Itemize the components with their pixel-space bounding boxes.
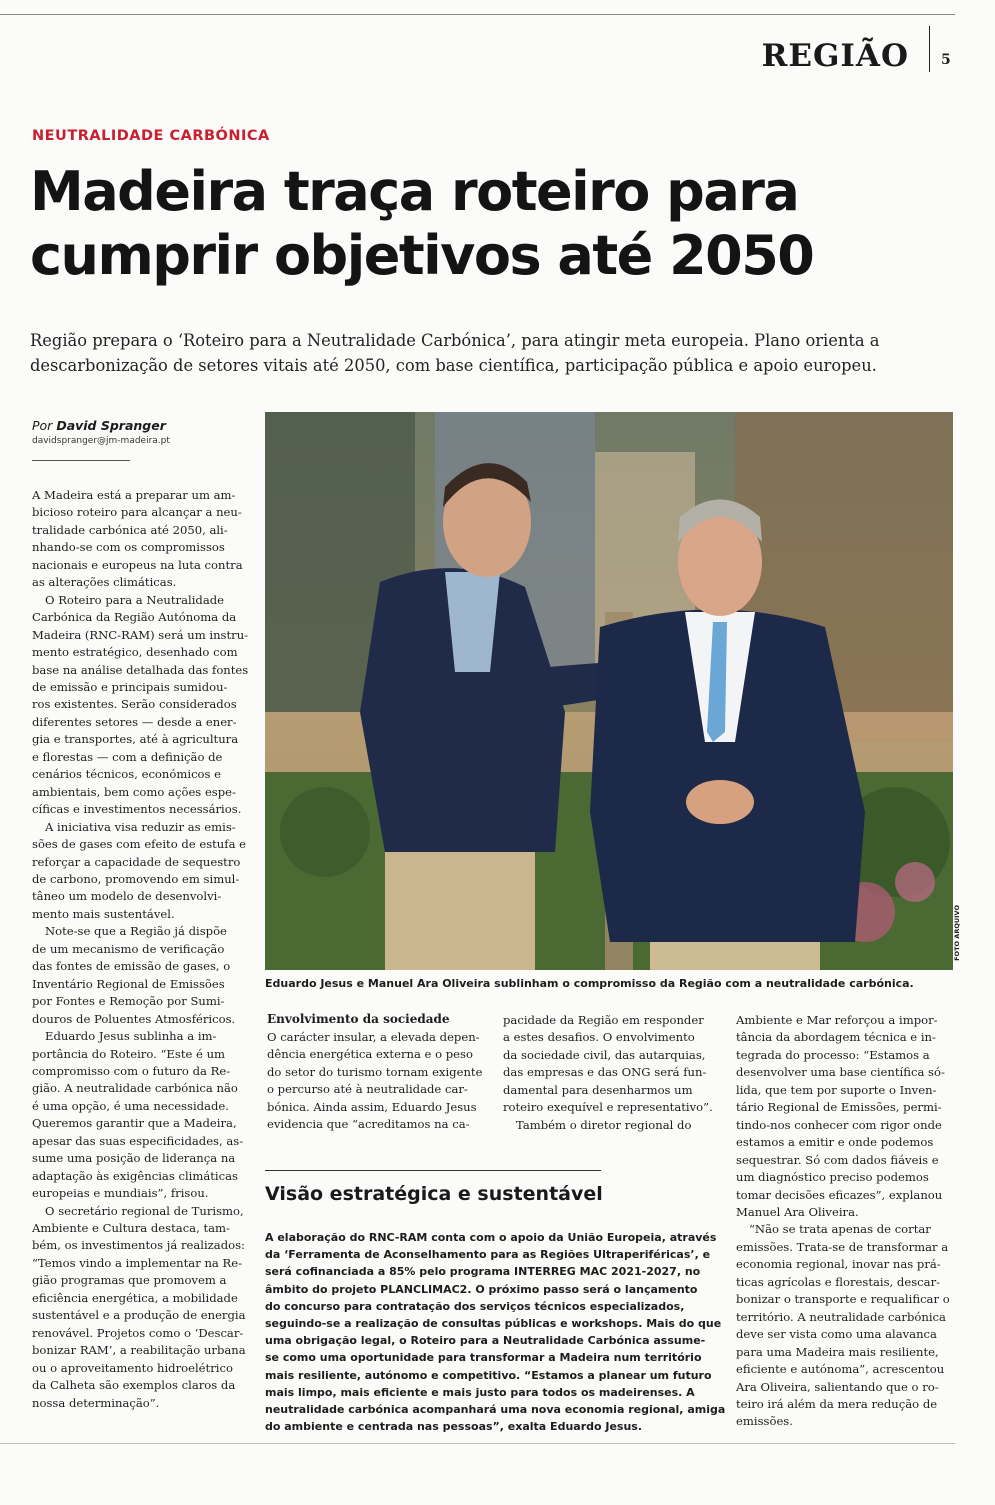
text-line: sustentável e a produção de energia — [32, 1308, 246, 1323]
text-line: desenvolver uma base científica só- — [736, 1065, 945, 1080]
text-line: bém, os investimentos já realizados: — [32, 1238, 245, 1253]
text-line: tralidade carbónica até 2050, ali- — [32, 522, 228, 537]
text-line: reforçar a capacidade de sequestro — [32, 854, 241, 869]
text-line: dência energética externa e o peso — [267, 1047, 473, 1062]
text-line: território. A neutralidade carbónica — [736, 1309, 946, 1324]
text-line: gião programas que promovem a — [32, 1273, 227, 1288]
text-line: A elaboração do RNC-RAM conta com o apoio da União Europeia, através — [265, 1231, 717, 1244]
text-line: cenários técnicos, económicos e — [32, 767, 222, 782]
subheading: Envolvimento da sociedade — [267, 1012, 450, 1026]
text-line: se como uma oportunidade para transformar a Madeira num território — [265, 1351, 702, 1365]
text-line: emissões. Trata-se de transformar a — [736, 1239, 949, 1254]
text-line: uma obrigação legal, o Roteiro para a Neutralidade Carbónica assume- — [265, 1334, 706, 1348]
text-line: nhando-se com os compromissos — [32, 540, 225, 555]
sidebar-text — [265, 1229, 726, 1435]
text-line: seguindo-se a realização de consultas públicas e workshops. Mais do que — [265, 1317, 722, 1331]
page-number: 5 — [941, 52, 951, 68]
text-line: mais resiliente, autónomo e competitivo. “Estamos a planear um futuro — [265, 1368, 712, 1382]
text-line: eficiente e autónoma”, acrescentou — [736, 1362, 945, 1377]
text-line: bicioso roteiro para alcançar a neu- — [32, 505, 242, 520]
text-line: do setor do turismo tornam exigente — [267, 1064, 483, 1079]
text-line: Madeira (RNC-RAM) será um instru- — [32, 627, 249, 642]
byline-rule — [32, 460, 130, 461]
text-line: tário Regional de Emissões, permi- — [736, 1100, 942, 1115]
text-line: do ambiente e centrada nas pessoas”, exalta Eduardo Jesus. — [265, 1420, 643, 1434]
text-line: sequestrar. Só com dados fiáveis e — [736, 1152, 939, 1167]
text-line: mento estratégico, desenhado com — [32, 645, 238, 660]
text-line: Também o diretor regional do — [516, 1117, 692, 1132]
lead-paragraph — [30, 328, 960, 378]
text-line: da sociedade civil, das autarquias, — [503, 1047, 706, 1062]
text-line: tegrada do processo: “Estamos a — [736, 1047, 930, 1062]
text-line: de carbono, promovendo em simul- — [32, 871, 240, 886]
sidebar-rule — [265, 1170, 601, 1171]
text-line: “Não se trata apenas de cortar — [749, 1222, 931, 1237]
text-line: bonizar o transporte e requalificar o — [736, 1292, 950, 1307]
text-line: ambientais, bem como ações espe- — [32, 784, 236, 799]
text-line: um diagnóstico preciso podemos — [736, 1170, 929, 1185]
text-line: base na análise detalhada das fontes — [32, 662, 249, 677]
byline-prefix: Por — [32, 418, 53, 433]
text-line: teiro irá além da mera redução de — [736, 1396, 938, 1411]
text-line: A iniciativa visa reduzir as emis- — [45, 819, 236, 834]
text-line: da Calheta são exemplos claros da — [32, 1378, 236, 1393]
text-line: bónica. Ainda assim, Eduardo Jesus — [267, 1099, 477, 1114]
text-line: das empresas e das ONG será fun- — [503, 1065, 707, 1080]
text-line: emissões. — [736, 1414, 793, 1429]
text-line: douros de Poluentes Atmosféricos. — [32, 1011, 236, 1026]
text-line: tindo-nos conhecer com rigor onde — [736, 1117, 942, 1132]
headline-line: Madeira traça roteiro para — [30, 160, 799, 223]
text-line: para uma Madeira mais resiliente, — [736, 1344, 939, 1359]
text-line: tância da abordagem técnica e in- — [736, 1030, 936, 1045]
text-line: Eduardo Jesus sublinha a im- — [45, 1029, 217, 1044]
text-line: compromisso com o futuro da Re- — [32, 1063, 231, 1078]
section-divider — [929, 26, 930, 72]
text-line: o percurso até à neutralidade car- — [267, 1082, 468, 1097]
text-line: sume uma posição de liderança na — [32, 1151, 236, 1166]
text-line: tâneo um modelo de desenvolvi- — [32, 889, 222, 904]
article-column-2 — [267, 1029, 483, 1134]
headline-line: cumprir objetivos até 2050 — [30, 224, 814, 287]
text-line: será cofinanciada a 85% pelo programa INTERREG MAC 2021-2027, no — [265, 1265, 701, 1279]
text-line: e florestas — com a definição de — [32, 749, 223, 764]
text-line: pacidade da Região em responder — [503, 1013, 704, 1027]
text-line: gião. A neutralidade carbónica não — [32, 1081, 238, 1096]
kicker: NEUTRALIDADE CARBÓNICA — [32, 128, 270, 144]
sidebar-title: Visão estratégica e sustentável — [265, 1183, 603, 1205]
article-photo — [265, 412, 953, 970]
text-line: bonizar RAM’, a reabilitação urbana — [32, 1343, 246, 1358]
byline — [32, 418, 166, 433]
text-line: evidencia que “acreditamos na ca- — [267, 1117, 470, 1132]
text-line: europeias e mundiais”, frisou. — [32, 1186, 209, 1201]
text-line: cíficas e investimentos necessários. — [32, 802, 242, 817]
text-line: O secretário regional de Turismo, — [45, 1203, 244, 1218]
text-line: Note-se que a Região já dispõe — [45, 924, 227, 939]
text-line: as alterações climáticas. — [32, 575, 177, 590]
text-line: sões de gases com efeito de estufa e — [32, 837, 247, 852]
article-column-3 — [503, 1012, 719, 1134]
text-line: ou o aproveitamento hidroelétrico — [32, 1360, 233, 1375]
text-line: de emissão e principais sumidou- — [32, 679, 228, 694]
text-line: ros existentes. Serão considerados — [32, 697, 237, 712]
text-line: Ara Oliveira, salientando que o ro- — [736, 1379, 939, 1394]
section-title: REGIÃO — [761, 38, 909, 74]
text-line: é uma opção, é uma necessidade. — [32, 1098, 229, 1113]
lead-line: descarbonização de setores vitais até 2050, com base científica, participação pública e apoio europeu. — [30, 356, 877, 375]
text-line: Carbónica da Região Autónoma da — [32, 610, 237, 625]
text-line: ticas agrícolas e florestais, descar- — [736, 1274, 941, 1289]
top-rule — [0, 14, 955, 15]
text-line: nossa determinação”. — [32, 1395, 160, 1410]
text-line: roteiro exequível e representativo”. — [503, 1100, 713, 1115]
text-line: tomar decisões eficazes”, explanou — [736, 1187, 943, 1202]
text-line: O carácter insular, a elevada depen- — [267, 1030, 480, 1044]
text-line: Manuel Ara Oliveira. — [736, 1204, 859, 1219]
text-line: do concurso para contratação dos serviços técnicos especializados, — [265, 1299, 685, 1313]
photo-illustration — [265, 412, 953, 970]
text-line: deve ser vista como uma alavanca — [736, 1327, 937, 1342]
text-line: estamos a emitir e onde podemos — [736, 1135, 934, 1150]
text-line: de um mecanismo de verificação — [32, 941, 225, 956]
byline-author: David Spranger — [56, 418, 166, 433]
text-line: âmbito do projeto PLANCLIMAC2. O próximo passo será o lançamento — [265, 1282, 698, 1296]
text-line: mais limpo, mais eficiente e mais justo para todos os madeirenses. A — [265, 1385, 695, 1399]
photo-credit: FOTO ARQUIVO — [953, 905, 961, 961]
text-line: Queremos garantir que a Madeira, — [32, 1116, 237, 1131]
text-line: Ambiente e Mar reforçou a impor- — [736, 1013, 938, 1027]
text-line: gia e transportes, até à agricultura — [32, 732, 239, 747]
text-line: portância do Roteiro. “Este é um — [32, 1046, 226, 1061]
text-line: nacionais e europeus na luta contra — [32, 557, 243, 572]
article-column-1 — [32, 487, 250, 1412]
text-line: apesar das suas especificidades, as- — [32, 1133, 244, 1148]
text-line: Inventário Regional de Emissões — [32, 976, 225, 991]
text-line: “Temos vindo a implementar na Re- — [32, 1255, 243, 1270]
headline — [30, 160, 960, 288]
text-line: O Roteiro para a Neutralidade — [45, 592, 225, 607]
text-line: A Madeira está a preparar um am- — [32, 488, 236, 502]
text-line: a estes desafios. O envolvimento — [503, 1030, 695, 1045]
lead-line: Região prepara o ‘Roteiro para a Neutralidade Carbónica’, para atingir meta europeia. Plano orienta a — [30, 331, 880, 350]
text-line: eficiência energética, a mobilidade — [32, 1290, 238, 1305]
text-line: renovável. Projetos como o ‘Descar- — [32, 1325, 244, 1340]
text-line: da ‘Ferramenta de Aconselhamento para as Regiões Ultraperiféricas’, e — [265, 1248, 711, 1262]
bottom-rule — [0, 1443, 955, 1444]
text-line: economia regional, inovar nas prá- — [736, 1257, 941, 1272]
article-column-4 — [736, 1012, 952, 1431]
text-line: Ambiente e Cultura destaca, tam- — [32, 1221, 230, 1236]
text-line: damental para desenharmos um — [503, 1082, 693, 1097]
text-line: diferentes setores — desde a ener- — [32, 714, 237, 729]
text-line: das fontes de emissão de gases, o — [32, 959, 231, 974]
text-line: lida, que tem por suporte o Inven- — [736, 1082, 937, 1097]
text-line: mento mais sustentável. — [32, 906, 175, 921]
text-line: adaptação às exigências climáticas — [32, 1168, 238, 1183]
author-email[interactable]: davidspranger@jm-madeira.pt — [32, 436, 170, 446]
photo-caption: Eduardo Jesus e Manuel Ara Oliveira sublinham o compromisso da Região com a neutralidade carbónica. — [265, 977, 914, 990]
text-line: neutralidade carbónica acompanhará uma nova economia regional, amiga — [265, 1403, 726, 1417]
text-line: por Fontes e Remoção por Sumi- — [32, 994, 225, 1009]
